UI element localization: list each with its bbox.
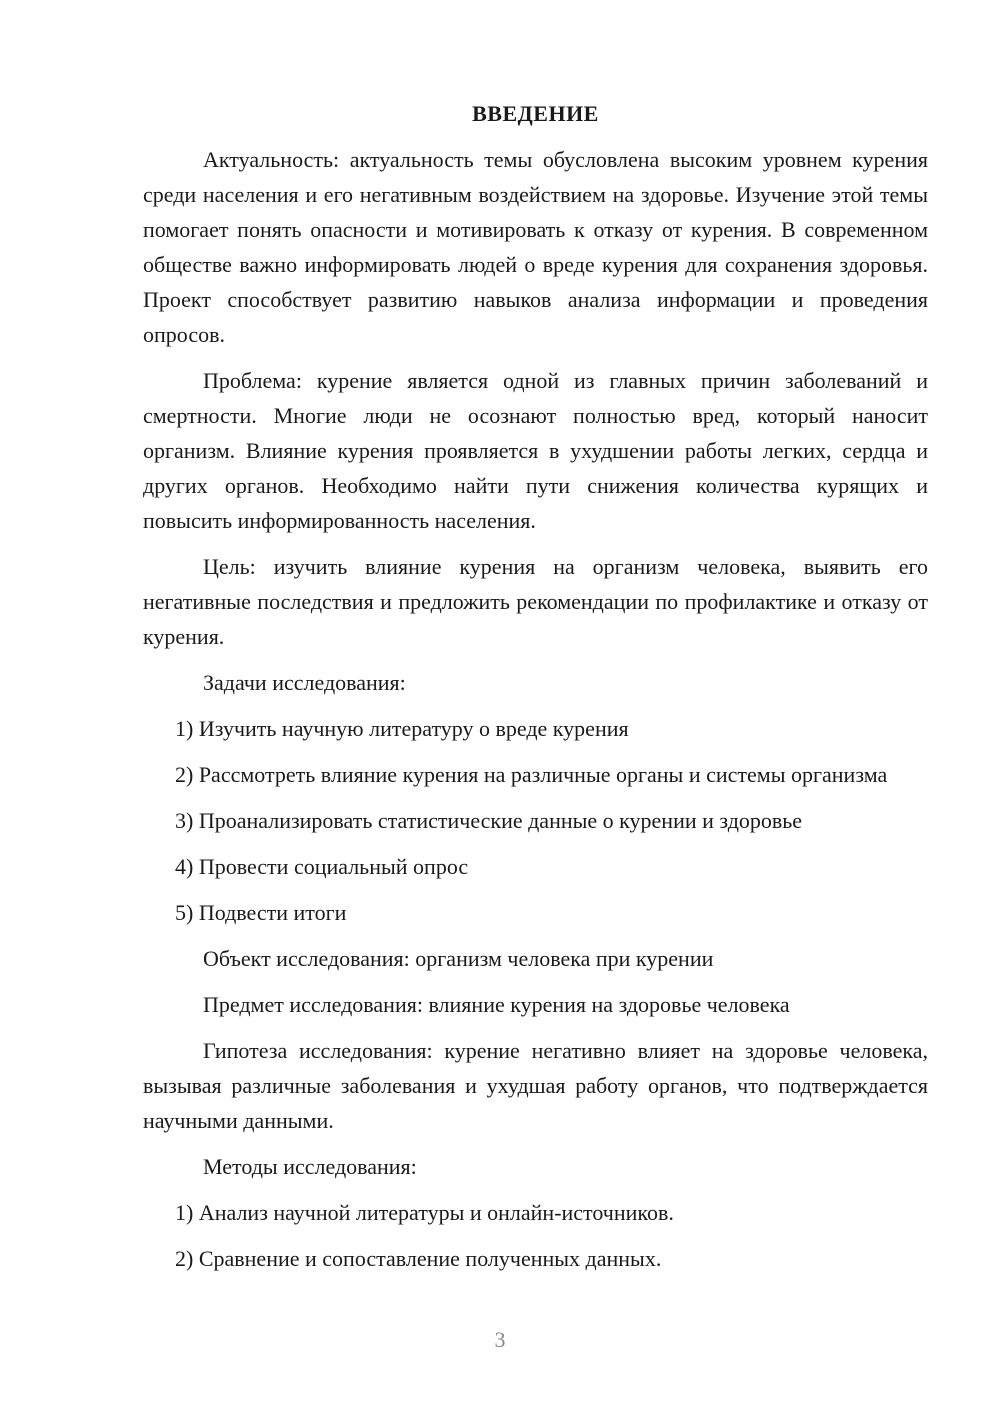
relevance-paragraph: Актуальность: актуальность темы обусловлена высоким уровнем курения среди населения и его негативным воздействием на здоровье. Изучение этой темы помогает понять опасности и мотивировать к отказу от курения. В современном обществе важно информировать людей о вреде курения для сохранения здоровья. Проект способствует развитию навыков анализа информации и проведения опросов. <box>143 147 928 347</box>
research-subject: Предмет исследования: влияние курения на здоровье человека <box>203 992 790 1017</box>
method-item: 2) Сравнение и сопоставление полученных данных. <box>175 1246 662 1271</box>
methods-heading: Методы исследования: <box>203 1154 417 1179</box>
page-content <box>143 96 928 1287</box>
task-item: 2) Рассмотреть влияние курения на различные органы и системы организма <box>175 762 888 787</box>
task-item: 1) Изучить научную литературу о вреде курения <box>175 716 629 741</box>
tasks-heading: Задачи исследования: <box>203 670 406 695</box>
method-item: 1) Анализ научной литературы и онлайн-источников. <box>175 1200 674 1225</box>
page-number: 3 <box>494 1327 506 1352</box>
page-title: ВВЕДЕНИЕ <box>472 101 599 126</box>
research-object: Объект исследования: организм человека при курении <box>203 946 714 971</box>
task-item: 4) Провести социальный опрос <box>175 854 469 879</box>
hypothesis-paragraph: Гипотеза исследования: курение негативно влияет на здоровье человека, вызывая различные заболевания и ухудшая работу органов, что подтверждается научными данными. <box>143 1038 928 1133</box>
problem-paragraph: Проблема: курение является одной из главных причин заболеваний и смертности. Многие люди не осознают полностью вред, который наносит организм. Влияние курения проявляется в ухудшении работы легких, сердца и других органов. Необходимо найти пути снижения количества курящих и повысить информированность населения. <box>143 368 928 533</box>
task-item: 5) Подвести итоги <box>175 900 347 925</box>
goal-paragraph: Цель: изучить влияние курения на организм человека, выявить его негативные последствия и предложить рекомендации по профилактике и отказу от курения. <box>143 554 928 649</box>
task-item: 3) Проанализировать статистические данные о курении и здоровье <box>175 808 803 833</box>
